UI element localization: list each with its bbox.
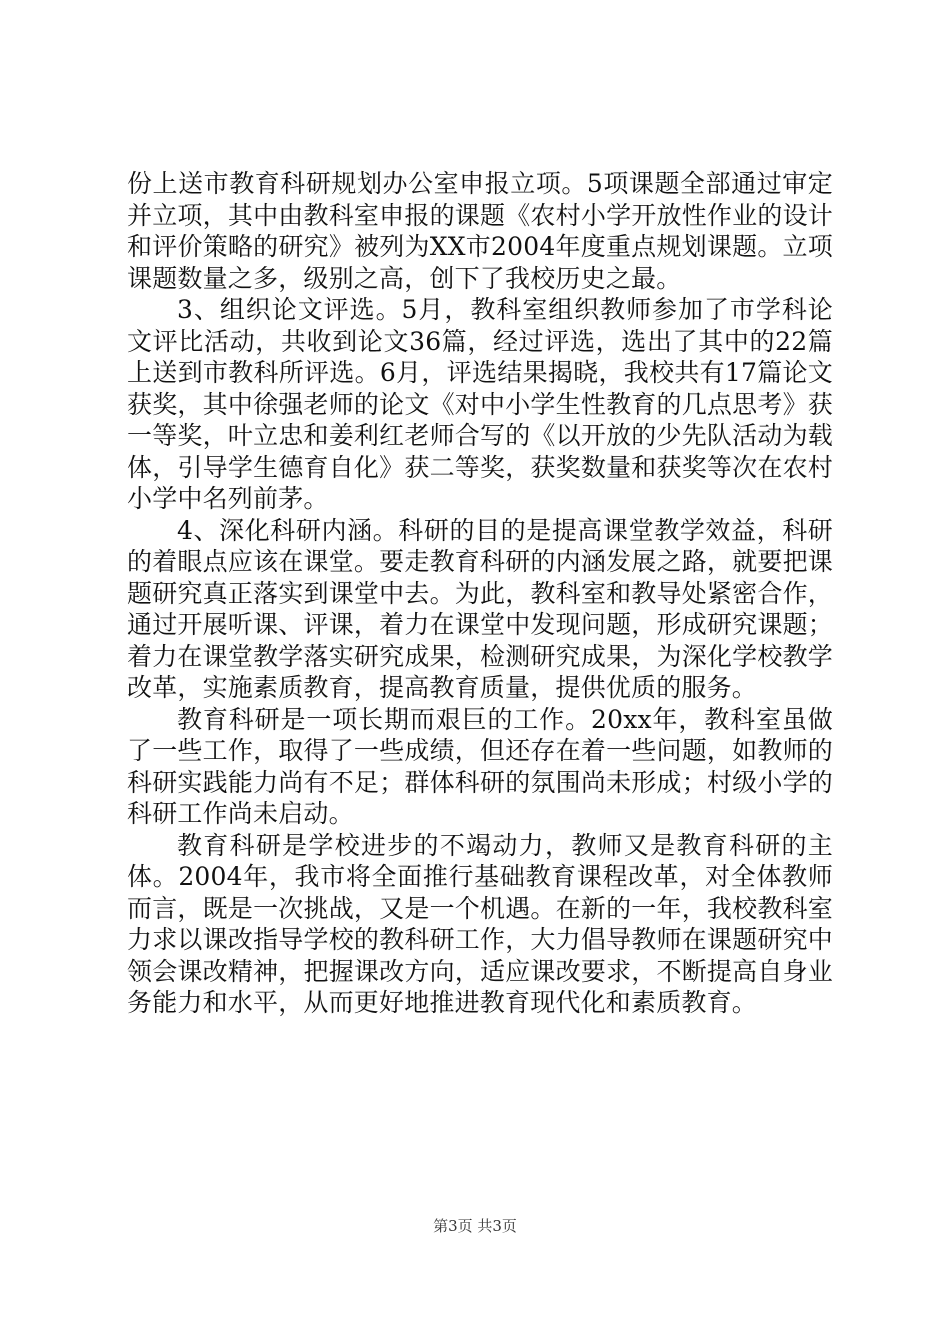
page-footer: 第3页 共3页 xyxy=(433,1217,517,1235)
paragraph-paper-selection: 3、组织论文评选。5月，教科室组织教师参加了市学科论文评比活动，共收到论文36篇，经过评选，选出了其中的22篇上送到市教科所评选。6月，评选结果揭晓，我校共有17篇论文获奖，其中徐强老师的论文《对中小学生性教育的几点思考》获一等奖，叶立忠和姜利红老师合写的《以开放的少先队活动为载体，引导学生德育自化》获二等奖，获奖数量和获奖等次在农村小学中名列前茅。 xyxy=(127,295,833,513)
paragraph-outlook: 教育科研是学校进步的不竭动力，教师又是教育科研的主体。2004年，我市将全面推行基础教育课程改革，对全体教师而言，既是一次挑战，又是一个机遇。在新的一年，我校教科室力求以课改指导学校的教科研工作，大力倡导教师在课题研究中领会课改精神，把握课改方向，适应课改要求，不断提高自身业务能力和水平，从而更好地推进教育现代化和素质教育。 xyxy=(127,830,833,1017)
paragraph-continuation: 份上送市教育科研规划办公室申报立项。5项课题全部通过审定并立项，其中由教科室申报的课题《农村小学开放性作业的设计和评价策略的研究》被列为XX市2004年度重点规划课题。立项课题数量之多，级别之高，创下了我校历史之最。 xyxy=(127,169,833,293)
paragraph-problems: 教育科研是一项长期而艰巨的工作。20xx年，教科室虽做了一些工作，取得了一些成绩，但还存在着一些问题，如教师的科研实践能力尚有不足；群体科研的氛围尚未形成；村级小学的科研工作尚未启动。 xyxy=(127,704,833,828)
document-body xyxy=(127,168,833,1019)
paragraph-research-deepening: 4、深化科研内涵。科研的目的是提高课堂教学效益，科研的着眼点应该在课堂。要走教育科研的内涵发展之路，就要把课题研究真正落实到课堂中去。为此，教科室和教导处紧密合作，通过开展听课、评课，着力在课堂中发现问题，形成研究课题；着力在课堂教学落实研究成果，检测研究成果，为深化学校教学改革，实施素质教育，提高教育质量，提供优质的服务。 xyxy=(127,515,833,702)
